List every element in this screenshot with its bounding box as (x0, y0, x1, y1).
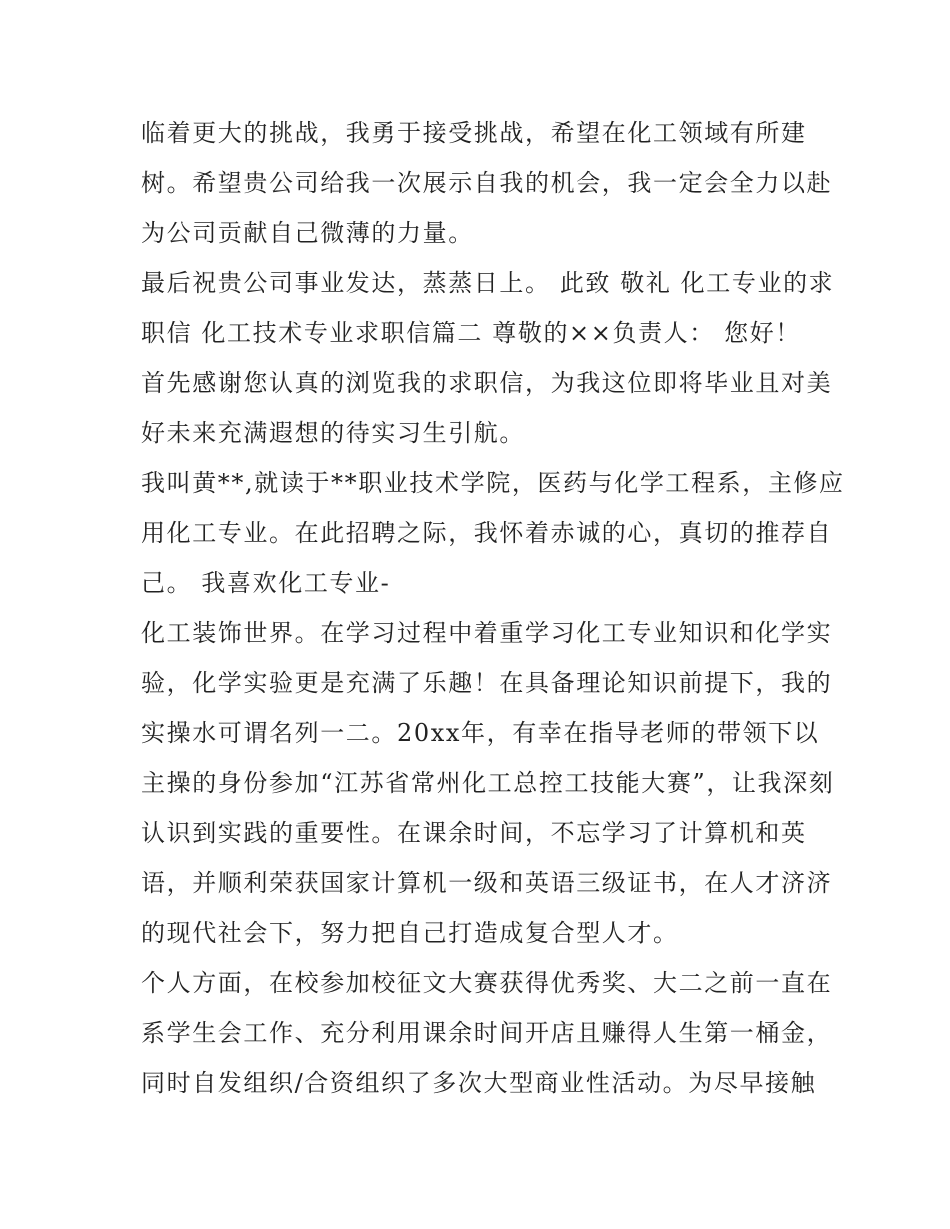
text-line: 主操的身份参加“江苏省常州化工总控工技能大赛”，让我深刻 (141, 769, 835, 797)
text-line: 认识到实践的重要性。在课余时间，不忘学习了计算机和英 (141, 819, 807, 847)
text-line: 个人方面，在校参加校征文大赛获得优秀奖、大二之前一直在 (141, 969, 833, 997)
text-line: 同时自发组织/合资组织了多次大型商业性活动。为尽早接触 (141, 1069, 817, 1097)
text-line: 职信 化工技术专业求职信篇二 尊敬的××负责人： 您好！ (141, 319, 801, 347)
text-line: 的现代社会下，努力把自己打造成复合型人才。 (141, 919, 679, 947)
text-line: 临着更大的挑战，我勇于接受挑战，希望在化工领域有所建 (141, 119, 807, 147)
text-line: 树。希望贵公司给我一次展示自我的机会，我一定会全力以赴 (141, 169, 833, 197)
text-line: 首先感谢您认真的浏览我的求职信，为我这位即将毕业且对美 (141, 369, 833, 397)
document-body (141, 108, 845, 1108)
text-line: 好未来充满遐想的待实习生引航。 (141, 419, 525, 447)
text-line: 最后祝贵公司事业发达，蒸蒸日上。 此致 敬礼 化工专业的求 (141, 269, 835, 297)
text-line: 系学生会工作、充分利用课余时间开店且赚得人生第一桶金， (141, 1019, 833, 1047)
text-line: 为公司贡献自己微薄的力量。 (141, 219, 474, 247)
text-line: 实操水可谓名列一二。20xx年，有幸在指导老师的带领下以 (141, 719, 820, 747)
text-line: 化工装饰世界。在学习过程中着重学习化工专业知识和化学实 (141, 619, 833, 647)
text-line: 我叫黄**,就读于**职业技术学院，医药与化学工程系，主修应 (141, 469, 845, 497)
text-line: 己。 我喜欢化工专业- (141, 569, 391, 597)
text-line: 用化工专业。在此招聘之际，我怀着赤诚的心，真切的推荐自 (141, 519, 833, 547)
text-line: 语，并顺利荣获国家计算机一级和英语三级证书，在人才济济 (141, 869, 833, 897)
text-line: 验，化学实验更是充满了乐趣！在具备理论知识前提下，我的 (141, 669, 833, 697)
